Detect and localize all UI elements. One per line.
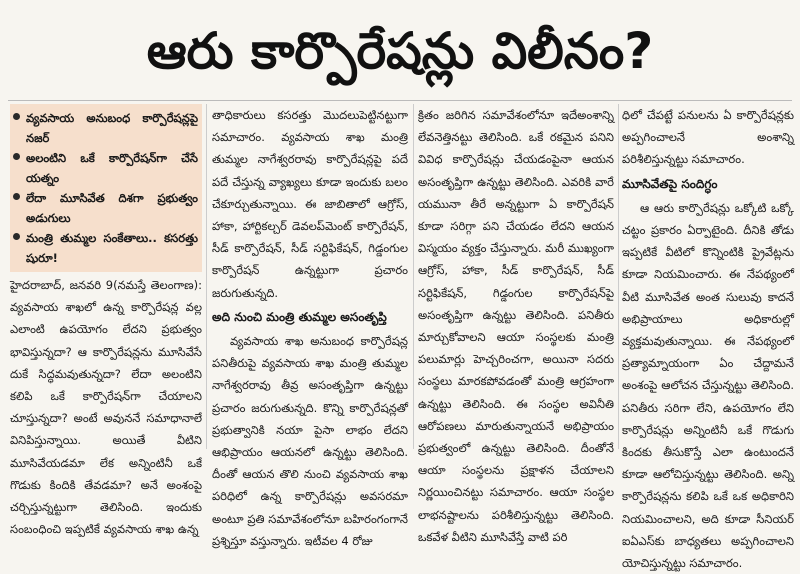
highlight-item: మంత్రి తుమ్మల సంకేతాలు.. కసరత్తు షురూ! <box>12 228 198 268</box>
bullet-icon <box>13 113 20 120</box>
subheading: మూసివేతపై సందిగ్ధం <box>622 176 718 191</box>
bullet-icon <box>13 153 20 160</box>
column-2 <box>212 104 408 552</box>
headline-divider <box>8 100 792 101</box>
headline <box>0 0 800 102</box>
column-divider <box>206 104 207 449</box>
highlight-box <box>10 104 202 272</box>
article-body: వ్యవసాయ శాఖ అనుబంధ కార్పొరేషన్ల పనితీరుపై వ్యవసాయ శాఖ మంత్రి తుమ్మల నాగేశ్వరరావు తీవ్ర అసంతృప్తిగా ఉన్నట్టు ప్రచారం జరుగుతున్నది. కొన్ని కార్పొరేషన్లతో ప్రభుత్వానికి నయా పైసా లాభం లేదని ఆభిప్రాయం ఆయనలో ఉన్నట్టు తెలిసింది. దీంతో ఆయన తొలి నుంచి వ్యవసాయ శాఖ పరిధిలో ఉన్న కార్పొరేషన్లు అవసరమా అంటూ ప్రతి సమావేశంలోనూ బహిరంగంగానే ప్రశ్నిస్తూ వస్తున్నారు. ఇటీవల 4 రోజు <box>212 334 408 548</box>
column-4 <box>622 104 794 574</box>
article-body: తాధికారులు కసరత్తు మొదలుపెట్టినట్టుగా సమాచారం. వ్యవసాయ శాఖ మంత్రి తుమ్మల నాగేశ్వరరావు కార్పొరేషన్లపై పదే పదే చేస్తున్న వ్యాఖ్యలు కూడా ఇందుకు బలం చేకూర్చుతున్నాయి. ఈ జాబితాలో ఆగ్రోస్, హాకా, హార్టికల్చర్ డెవలప్‌మెంట్ కార్పొరేషన్, సీడ్ కార్పొరేషన్, సీడ్ సర్టిఫికేషన్, గిడ్డంగుల కార్పొరేషన్ ఉన్నట్టుగా ప్రచారం జరుగుతున్నది. <box>212 108 408 300</box>
highlight-item: అలంటిని ఒకే కార్పొరేషన్‌గా చేసే యత్నం <box>12 148 198 188</box>
headline-text: ఆరు కార్పొరేషన్లు విలీనం? <box>146 22 654 80</box>
article-body: ఆ ఆరు కార్పొరేషన్లు ఒక్కోటి ఒక్కో చట్టం ప్రకారం ఏర్పాటైంది. దీనికి తోడు ఇప్పటికే వీటిలో కొన్నింటికి ప్రైవేట్లను కూడా నియమించారు. ఈ నేపథ్యంలో వీటి మూసివేత అంత సులువు కాదనే అభిప్రాయాలు అధికారుల్లో వ్యక్తమవుతున్నాయి. ఈ నేపథ్యంలో ప్రత్యామ్నాయంగా ఏం చేద్దామనే అంశంపై ఆలోచన చేస్తున్నట్టు తెలిసింది. పనితీరు సరిగా లేని, ఉపయోగం లేని కార్పొరేషన్లు అన్నింటినీ ఒకే గొడుగు కిందకు తీసుకొస్తే ఎలా ఉంటుందనే కూడా ఆలోచిస్తున్నట్టు తెలిసింది. అన్ని కార్పొరేషన్లను కలిపి ఒకే ఒక అధికారిని నియమించాలని, అది కూడా సీనియర్ ఐఏఎస్‌కు బాధ్యతలు అప్పగించాలని యోచిస్తున్నట్టు సమాచారం. <box>622 200 794 571</box>
bullet-icon <box>13 233 20 240</box>
column-3 <box>418 104 614 548</box>
column-divider <box>413 104 414 449</box>
article-body: క్రితం జరిగిన సమావేశంలోనూ ఇదేఅంశాన్ని లేవనెత్తినట్టు తెలిసింది. ఒకే రకమైన పనిని వివిధ కార్పొరేషన్లు చేయడంపైనా ఆయన అసంతృప్తిగా ఉన్నట్టు తెలిసింది. ఎవరికి వారే యమునా తీరే అన్నట్టుగా ఏ కార్పొరేషన్ కూడా సరిగ్గా పని చేయడం లేదని ఆయన విస్మయం వ్యక్తం చేస్తున్నారు. మరీ ముఖ్యంగా ఆగ్రోస్, హాకా, సీడ్ కార్పొరేషన్, సీడ్ సర్టిఫికేషన్, గిడ్డంగుల కార్పొరేషన్‌పై అసంతృప్తిగా ఉన్నట్టు తెలిసింది. పనితీరు మార్చుకోవాలని ఆయా సంస్థలకు మంత్రి పలుమార్లు హెచ్చరించగా, అయినా సదరు సంస్థలు మారకపోవడంతో మంత్రి ఆగ్రహంగా ఉన్నట్టు తెలిసింది. ఈ సంస్థల అవినీతి ఆరోపణలు మారుతున్నాయనే అభిప్రాయం ప్రభుత్వంలో ఉన్నట్టు తెలిసింది. దీంతోనే ఆయా సంస్థలను ప్రక్షాళన చేయాలని నిర్ణయించినట్టు సమాచారం. ఆయా సంస్థల లాభనష్టాలను పరిశీలిస్తున్నట్టు తెలిసింది. ఒకవేళ వీటిని మూసివేస్తే వాటి పరి <box>418 108 614 544</box>
article-body: ధిలో చేపట్టే పనులను ఏ కార్పొరేషన్లకు అప్పగించాలనే అంశాన్ని పరిశీలిస్తున్నట్టు సమాచారం. <box>622 108 794 167</box>
article-body: హైదరాబాద్, జనవరి 9(నమస్తే తెలంగాణ): వ్యవసాయ శాఖలో ఉన్న కార్పొరేషన్ల వల్ల ఎలాంటి ఉపయోగం లేదని ప్రభుత్వం భావిస్తున్నదా? ఆ కార్పొరేషన్లను మూసివేసే దుకే సిద్ధమవుతున్నదా? లేదా అలంటిని కలిపి ఒకే కార్పొరేషన్‌గా చేయాలని చూస్తున్నదా? అంటే అవుననే సమాధానాలే వినిపిస్తున్నాయి. అయితే వీటిని మూసివేయడమా లేక అన్నింటినీ ఒకే గొడుకు కిందికి తేవడమా? అనే అంశంపై చర్చిస్తున్నట్టుగా తెలిసింది. ఇందుకు సంబంధించి ఇప్పటికే వ్యవసాయ శాఖ ఉన్న <box>10 278 202 537</box>
highlight-item: వ్యవసాయ అనుబంధ కార్పొరేషన్లపై నజర్ <box>12 108 198 148</box>
highlight-item: లేదా మూసివేత దిశగా ప్రభుత్వం అడుగులు <box>12 188 198 228</box>
subheading: అది నుంచి మంత్రి తుమ్మల అసంతృప్తి <box>212 309 387 324</box>
column-divider <box>618 104 619 449</box>
column-1 <box>10 104 202 540</box>
bullet-icon <box>13 193 20 200</box>
